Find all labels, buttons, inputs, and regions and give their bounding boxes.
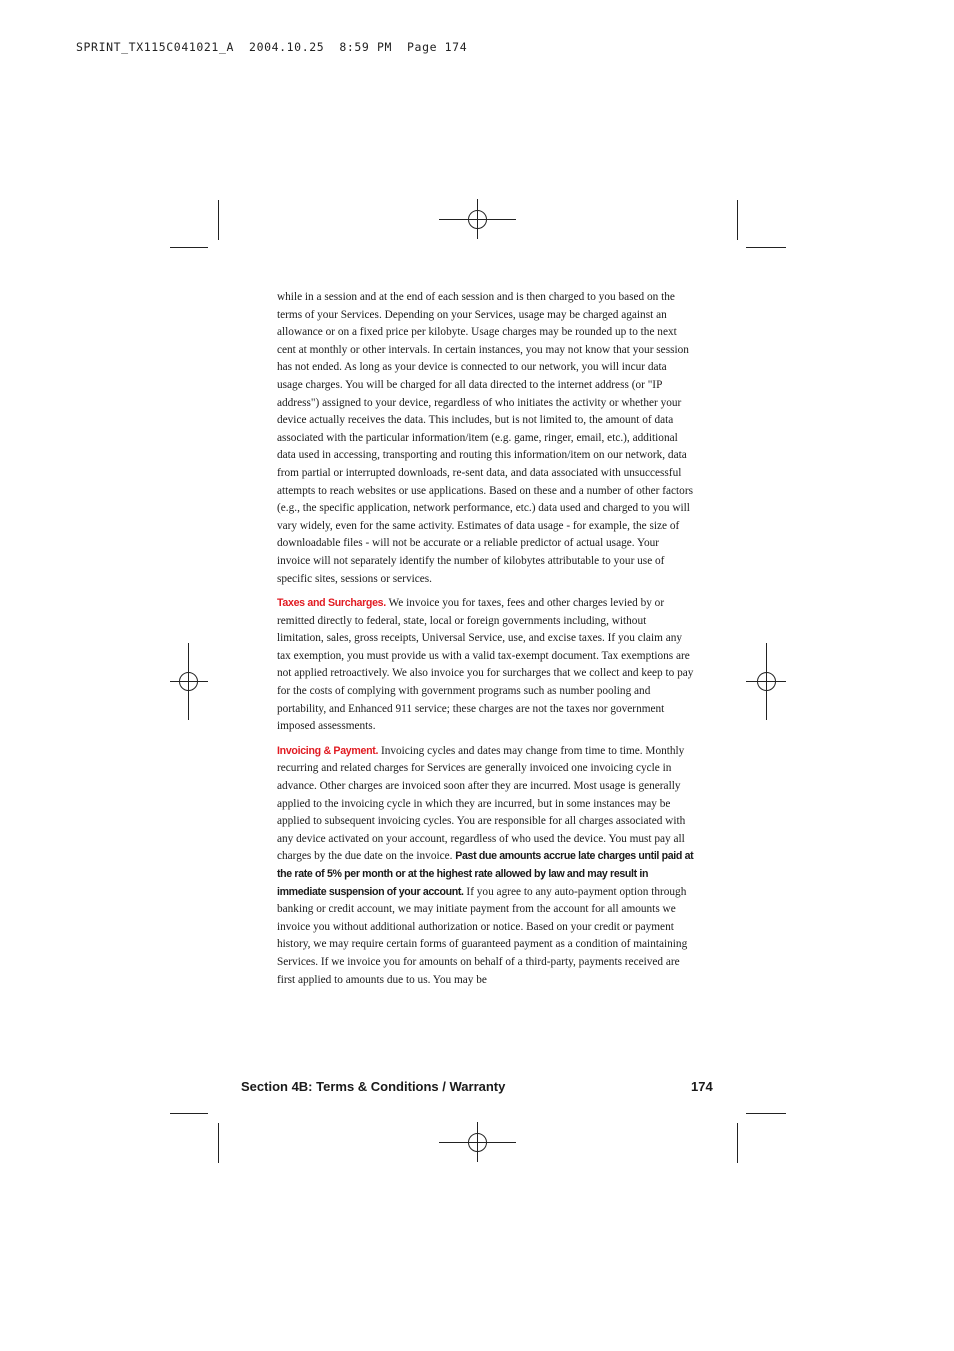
- crop-mark-top-left-vertical: [218, 200, 219, 240]
- footer-page-number: 174: [691, 1079, 713, 1094]
- crop-mark-top-left-horizontal: [170, 247, 208, 248]
- invoicing-body-part-2: If you agree to any auto-payment option through banking or credit account, we may initiate payment from the account for all amounts we invoice you without additional authorization or notice. Based on your credit or payment history, we may require certain forms of guaranteed payment as a condition of maintaining Services. If we invoice you for amounts on behalf of a third-party, payments received are first applied to amounts due to us. You may be: [277, 885, 688, 986]
- footer-section-title: Section 4B: Terms & Conditions / Warranty: [241, 1079, 506, 1094]
- paragraph-invoicing: [277, 743, 695, 989]
- crop-mark-bottom-right-horizontal: [746, 1113, 786, 1114]
- crop-mark-bottom-left-horizontal: [170, 1113, 208, 1114]
- taxes-body: We invoice you for taxes, fees and other charges levied by or remitted directly to federal, state, local or foreign governments including, without limitation, sales, gross receipts, Universal Service, use, and excise taxes. If you claim any tax exemption, you must provide us with a valid tax-exempt document. Tax exemptions are not applied retroactively. We also invoice you for surcharges that we collect and keep to pay for the costs of complying with government programs such as number pooling and portability, and Enhanced 911 service; these charges are not the taxes nor government imposed assessments.: [277, 597, 694, 733]
- heading-taxes-and-surcharges: Taxes and Surcharges.: [277, 597, 386, 610]
- invoicing-body-part-1: Invoicing cycles and dates may change from time to time. Monthly recurring and related charges for Services are generally invoiced one invoicing cycle in advance. Other charges are invoiced soon after they are incurred. Most usage is generally applied to the invoicing cycle in which they are incurred, but in some instances may be applied to subsequent invoicing cycles. You are responsible for all charges associated with any device activated on your account, regardless of who used the device. You must pay all charges by the due date on the invoice.: [277, 744, 686, 863]
- paragraph-data-usage: while in a session and at the end of each session and is then charged to you based on the terms of your Services. Depending on your Services, usage may be charged against an allowance or on a fixed price per kilobyte. Usage charges may be rounded up to the next cent at monthly or other intervals. In certain instances, you may not know that your session has not ended. As long as your device is connected to our network, you will incur data usage charges. You will be charged for all data directed to the internet address (or "IP address") assigned to your device, regardless of who initiates the activity or whether your device actually receives the data. This includes, but is not limited to, the amount of data associated with the particular information/item (e.g. game, ringer, email, etc.), additional data used in accessing, transporting and routing this information/item on our network, data from partial or interrupted downloads, re-sent data, and data associated with unsuccessful attempts to reach websites or use applications. Based on these and a number of other factors (e.g., the specific application, network performance, etc.) data used and charged to you will vary widely, even for the same activity. Estimates of data usage - for example, the size of downloadable files - will not be accurate or a reliable predictor of actual usage. Your invoice will not separately identify the number of kilobytes attributable to your use of specific sites, sessions or services.: [277, 291, 693, 585]
- body-text: [277, 289, 695, 996]
- crop-mark-top-right-vertical: [737, 200, 738, 240]
- heading-invoicing-and-payment: Invoicing & Payment.: [277, 744, 379, 757]
- crop-mark-bottom-left-vertical: [218, 1123, 219, 1163]
- paragraph-taxes: [277, 595, 695, 736]
- crop-mark-bottom-right-vertical: [737, 1123, 738, 1163]
- crop-mark-top-right-horizontal: [746, 247, 786, 248]
- late-charges-notice: Past due amounts accrue late charges until paid at the rate of 5% per month or at the highest rate allowed by law and may result in immediate suspension of your account.: [277, 850, 694, 898]
- print-slug: SPRINT_TX115C041021_A 2004.10.25 8:59 PM Page 174: [76, 40, 468, 54]
